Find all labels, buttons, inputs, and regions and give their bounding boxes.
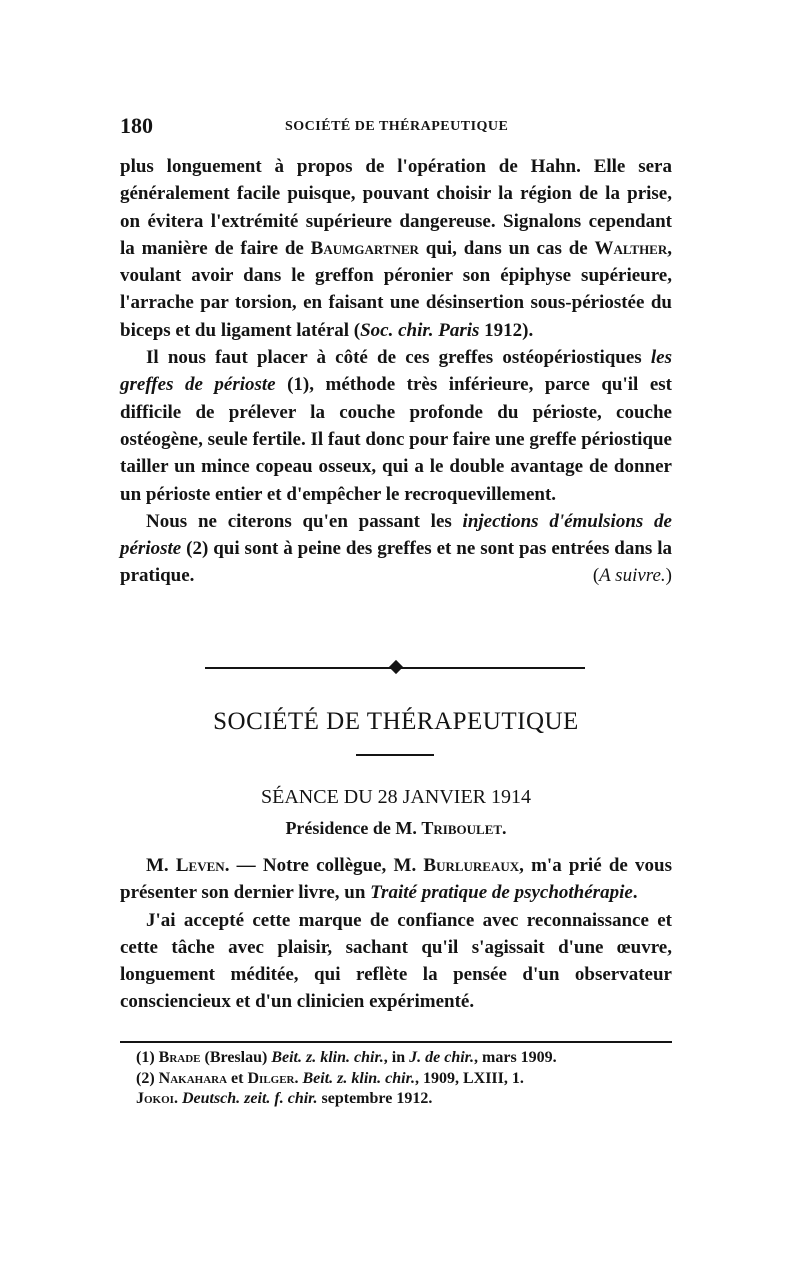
article-continuation bbox=[120, 153, 672, 590]
speaker-name: M. Leven bbox=[146, 855, 225, 876]
to-be-continued: (A suivre.) bbox=[592, 565, 672, 587]
journal-reference: Soc. chir. Paris bbox=[360, 319, 480, 341]
section-paragraph-1: M. Leven. — Notre collègue, M. Burlureaux, m'a prié de vous présenter son dernier livre, un Traité pratique de psychothérapie. bbox=[120, 855, 672, 904]
emphasis: injections d'émulsions de périoste bbox=[120, 510, 672, 560]
footnote-1: (1) Brade (Breslau) Beit. z. klin. chir., in J. de chir., mars 1909. bbox=[136, 1049, 557, 1066]
colleague-name: Burlureaux bbox=[423, 855, 520, 876]
page-number: 180 bbox=[120, 113, 153, 138]
emphasis: les greffes de périoste bbox=[120, 347, 672, 396]
title-underline bbox=[356, 754, 434, 756]
running-head: SOCIÉTÉ DE THÉRAPEUTIQUE bbox=[285, 119, 509, 134]
presidence-line: Présidence de M. Triboulet. bbox=[285, 818, 507, 838]
article-paragraph-1: plus longuement à propos de l'opération de Hahn. Elle sera généralement facile puisque, pouvant choisir la région de la prise, on évitera l'extrémité supérieure dangereuse. Signalons cependant la manière de faire de Baumgartner qui, dans un cas de Walther, voulant avoir dans le greffon péronier son épiphyse supérieure, l'arrache par torsion, en faisant une désinsertion sous-périostée du biceps et du ligament latéral (Soc. chir. Paris 1912). bbox=[120, 156, 672, 341]
page-header bbox=[120, 113, 672, 143]
article-paragraph-3: Nous ne citerons qu'en passant les injections d'émulsions de périoste (2) qui sont à peine des greffes et ne sont pas entrées dans la pratique. (A suivre.) bbox=[120, 508, 672, 590]
footnote-rule bbox=[120, 1041, 672, 1043]
section-body bbox=[120, 852, 672, 1016]
article-paragraph-2: Il nous faut placer à côté de ces greffes ostéopériostiques les greffes de périoste (1), méthode très inférieure, parce qu'il est difficile de prélever la couche profonde du périoste, couche ostéogène, seule fertile. Il faut donc pour faire une greffe périostique tailler un mince copeau osseux, qui a le double avantage de donner un périoste entier et d'empêcher le recroquevillement. bbox=[120, 347, 672, 505]
president-name: Triboulet bbox=[421, 818, 503, 838]
book-title: Traité pratique de psychothérapie bbox=[370, 882, 633, 904]
footnote-2: (2) Nakahara et Dilger. Beit. z. klin. chir., 1909, LXIII, 1. bbox=[136, 1069, 524, 1087]
author-name: Baumgartner bbox=[310, 237, 419, 259]
section-title: SOCIÉTÉ DE THÉRAPEUTIQUE bbox=[213, 708, 579, 735]
footnotes bbox=[136, 1048, 672, 1110]
session-heading: SÉANCE DU 28 JANVIER 1914 bbox=[261, 786, 531, 808]
diamond-ornament-icon bbox=[389, 660, 403, 674]
author-name: Walther bbox=[594, 237, 668, 259]
footnote-3: Jokoi. Deutsch. zeit. f. chir. septembre 1912. bbox=[136, 1090, 433, 1107]
section-paragraph-2: J'ai accepté cette marque de confiance avec reconnaissance et cette tâche avec plaisir, sachant qu'il s'agissait d'une œuvre, longuement méditée, qui reflète la pensée d'un observateur consciencieux et d'un clinicien expérimenté. bbox=[120, 909, 672, 1013]
